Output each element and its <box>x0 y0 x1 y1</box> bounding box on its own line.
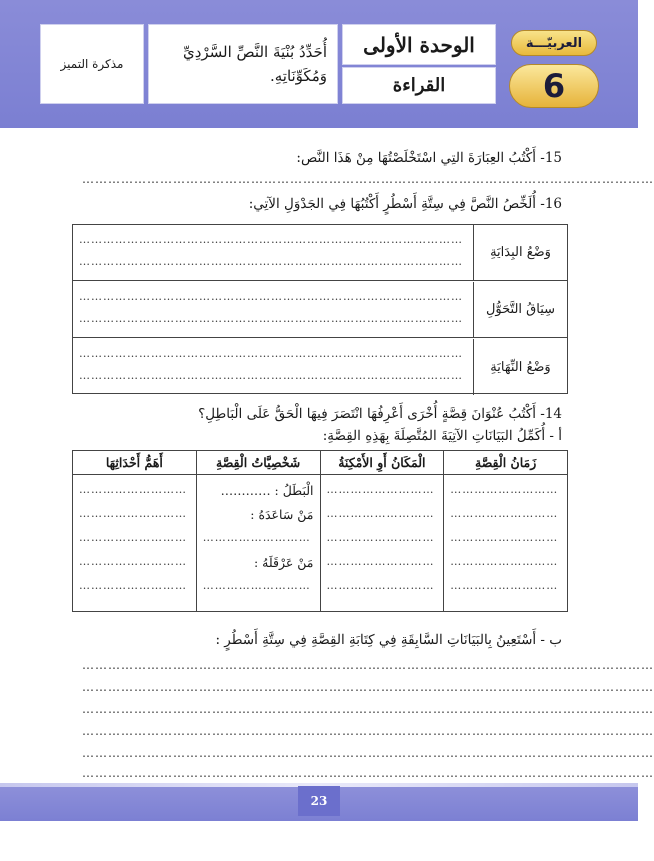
answer-line[interactable]: …………………………………………………………………………………… <box>79 347 463 360</box>
answer-line[interactable]: ……………………… <box>326 507 435 520</box>
column-header: شَخْصِيَّاتُ الْقِصَّةِ <box>196 451 320 474</box>
answer-line[interactable]: …………………………………………………………………………………… <box>79 255 463 268</box>
summary-table <box>72 224 568 394</box>
q16-prompt: 16- أُلَخِّصُ النَّصَّ فِي سِتَّةِ أَسْطُرٍ أَكْتُبُهَا فِي الجَدْوَلِ الآتِي: <box>248 196 562 212</box>
answer-line[interactable]: ……………………… <box>326 555 435 568</box>
answer-line[interactable]: ……………………… <box>326 531 435 544</box>
answer-line[interactable]: …………………………………………………………………………………… <box>79 290 463 303</box>
answer-line[interactable]: ……………………… <box>202 579 311 592</box>
lesson-type: القراءة <box>392 75 446 96</box>
q15-answer-line[interactable]: …………………………………………………………………………………………………………………… <box>82 172 654 186</box>
row-answer-cell[interactable] <box>73 339 473 395</box>
table-header <box>73 451 567 475</box>
column-header: الْمَكَانُ أَوِ الأَمْكِنَةُ <box>320 451 444 474</box>
table-row <box>73 339 567 395</box>
unit-title: الوحدة الأولى <box>363 32 475 57</box>
row-answer-cell[interactable] <box>73 282 473 337</box>
lesson-topic: أُحَدِّدُ بُنْيَةَ النَّصِّ السَّرْدِيِّ وَمُكَوِّنَاتِهِ. <box>182 43 327 85</box>
answer-line[interactable]: ……………………… <box>79 555 187 568</box>
q14-prompt: 14- أَكْتُبُ عُنْوَانَ قِصَّةٍ أُخْرَى أَعْرِفُهَا انْتَصَرَ فِيهَا الْحَقُّ عَلَى الْبَاطِلِ؟ <box>198 406 562 422</box>
q14-part-b: ب - أَسْتَعِينُ بِالبَيَانَاتِ السَّابِقَةِ فِي كِتَابَةِ القِصَّةِ فِي سِتَّةِ أَسْطُرٍ : <box>215 632 562 648</box>
hero-label: الْبَطَلُ : ………… <box>220 483 314 498</box>
booklet-name-box <box>40 24 144 104</box>
page-number: 23 <box>310 794 328 808</box>
answer-line[interactable]: ……………………… <box>326 483 435 496</box>
answer-line[interactable]: ……………………… <box>79 507 187 520</box>
table-row <box>73 282 567 338</box>
row-label: وَضْعُ البِدَايَةِ <box>473 225 567 280</box>
answer-line[interactable]: ……………………… <box>326 579 435 592</box>
characters-column[interactable] <box>196 475 320 611</box>
q15-prompt: 15- أَكْتُبُ العِبَارَةَ التِي اسْتَخْلَصْتُهَا مِنْ هَذَا النَّص: <box>296 150 562 166</box>
row-label: سِيَاقُ التَّحَوُّلِ <box>473 282 567 337</box>
lesson-type-box <box>342 67 496 104</box>
q14-part-a: أ - أُكَمِّلُ البَيَانَاتِ الآتِيَةَ المُتَّصِلَةَ بِهَذِهِ القِصَّةِ: <box>322 428 562 444</box>
answer-line[interactable]: …………………………………………………………………………………………………………………… <box>82 680 654 694</box>
answer-line[interactable]: ……………………… <box>450 507 559 520</box>
answer-line[interactable]: ……………………… <box>450 483 559 496</box>
answer-line[interactable]: ……………………… <box>450 531 559 544</box>
answer-line[interactable]: …………………………………………………………………………………… <box>79 312 463 325</box>
answer-line[interactable]: …………………………………………………………………………………………………………………… <box>82 724 654 738</box>
answer-line[interactable]: ……………………… <box>79 531 187 544</box>
place-column[interactable] <box>320 475 444 611</box>
answer-line[interactable]: …………………………………………………………………………………………………………………… <box>82 766 654 780</box>
answer-line[interactable]: ……………………… <box>202 531 311 544</box>
answer-line[interactable]: ……………………… <box>450 579 559 592</box>
answer-line[interactable]: …………………………………………………………………………………… <box>79 369 463 382</box>
answer-line[interactable]: …………………………………………………………………………………………………………………… <box>82 658 654 672</box>
lesson-topic-box <box>148 24 338 104</box>
page-number-box <box>298 786 340 816</box>
time-column[interactable] <box>443 475 567 611</box>
subject-label: العربيّـــة <box>525 35 583 51</box>
answer-line[interactable]: ……………………… <box>450 555 559 568</box>
helper-label: مَنْ سَاعَدَهُ : <box>250 507 314 522</box>
answer-line[interactable]: …………………………………………………………………………………………………………………… <box>82 702 654 716</box>
subject-tag <box>511 30 597 56</box>
unit-title-box <box>342 24 496 65</box>
column-header: زَمَانُ الْقِصَّةِ <box>443 451 567 474</box>
answer-line[interactable]: ……………………… <box>79 579 187 592</box>
column-header: أَهَمُّ أَحْدَاثِهَا <box>105 455 163 470</box>
table-row <box>73 225 567 281</box>
unit-number: 6 <box>542 67 566 105</box>
row-answer-cell[interactable] <box>73 225 473 280</box>
events-column[interactable] <box>73 475 196 611</box>
unit-number-pill <box>509 64 599 108</box>
story-data-table <box>72 450 568 612</box>
booklet-name: مذكرة التميز <box>60 57 124 71</box>
row-label: وَضْعُ النِّهَايَةِ <box>473 339 567 395</box>
answer-line[interactable]: …………………………………………………………………………………… <box>79 233 463 246</box>
answer-line[interactable]: …………………………………………………………………………………………………………………… <box>82 746 654 760</box>
answer-line[interactable]: ……………………… <box>79 483 187 496</box>
blocker-label: مَنْ عَرْقَلَهُ : <box>253 555 314 570</box>
